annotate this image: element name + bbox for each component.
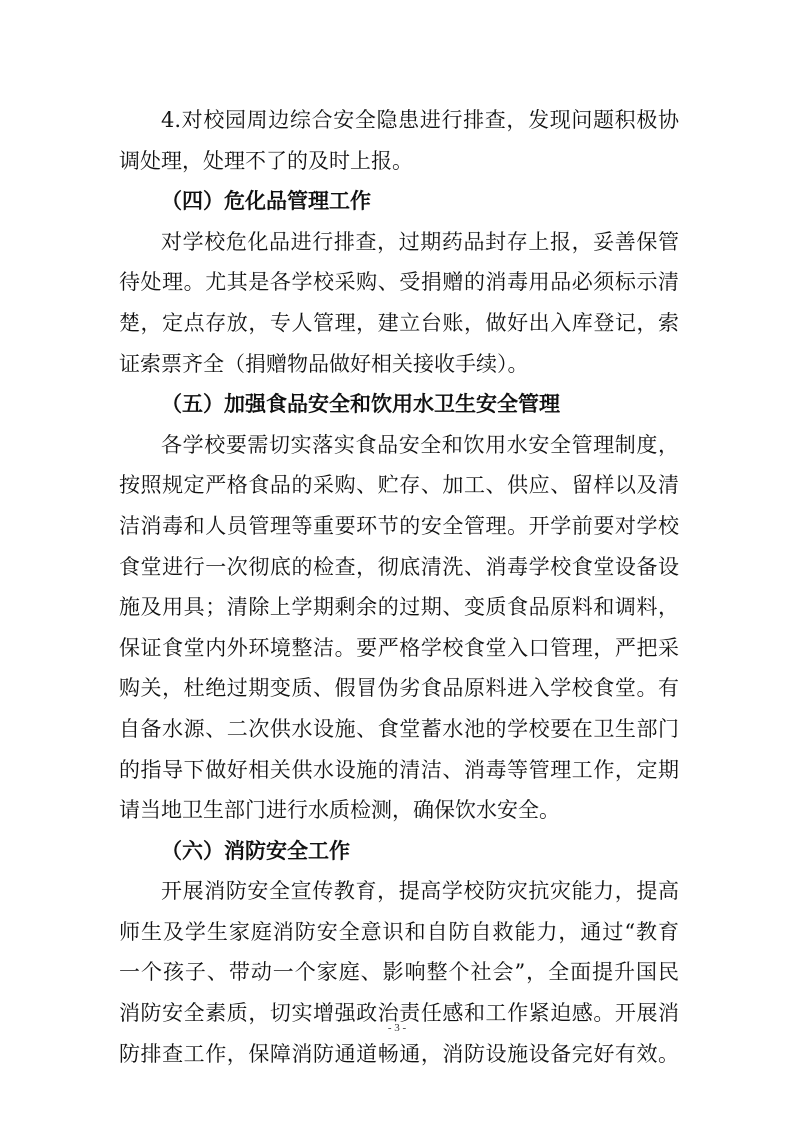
text-line: 消防安全素质，切实增强政治责任感和工作紧迫感。开展消 bbox=[119, 1001, 679, 1026]
paragraph bbox=[119, 425, 679, 831]
text-line: 食堂进行一次彻底的检查，彻底清洗、消毒学校食堂设备设 bbox=[119, 554, 679, 579]
text-line: 证索票齐全（捐赠物品做好相关接收手续）。 bbox=[119, 351, 529, 376]
page-number: - 3 - bbox=[387, 1022, 407, 1034]
paragraph bbox=[119, 871, 679, 1074]
text-line: 楚，定点存放，专人管理，建立台账，做好出入库登记，索 bbox=[119, 310, 679, 335]
text-line: 保证食堂内外环境整洁。要严格学校食堂入口管理，严把采 bbox=[119, 635, 679, 660]
text-line: 开展消防安全宣传教育，提高学校防灾抗灾能力，提高 bbox=[161, 879, 679, 904]
text-line: 洁消毒和人员管理等重要环节的安全管理。开学前要对学校 bbox=[119, 513, 679, 538]
text-line: 施及用具；清除上学期剩余的过期、变质食品原料和调料， bbox=[119, 595, 679, 620]
text-line: 购关，杜绝过期变质、假冒伪劣食品原料进入学校食堂。有 bbox=[119, 676, 679, 701]
text-line: 待处理。尤其是各学校采购、受捐赠的消毒用品必须标示清 bbox=[119, 270, 679, 295]
text-line: 4.对校园周边综合安全隐患进行排查，发现问题积极协 bbox=[161, 108, 679, 132]
text-line: 调处理，处理不了的及时上报。 bbox=[119, 148, 413, 173]
section-heading: （六）消防安全工作 bbox=[161, 838, 350, 863]
section-heading: （五）加强食品安全和饮用水卫生安全管理 bbox=[161, 392, 560, 417]
document-body bbox=[119, 100, 679, 1074]
text-line: 一个孩子、带动一个家庭、影响整个社会”，全面提升国民 bbox=[119, 960, 679, 985]
text-line: 请当地卫生部门进行水质检测，确保饮水安全。 bbox=[119, 798, 560, 823]
text-line: 防排查工作，保障消防通道畅通，消防设施设备完好有效。 bbox=[119, 1041, 679, 1066]
text-line: 按照规定严格食品的采购、贮存、加工、供应、留样以及清 bbox=[119, 473, 679, 498]
text-line: 各学校要需切实落实食品安全和饮用水安全管理制度， bbox=[161, 432, 679, 457]
text-line: 师生及学生家庭消防安全意识和自防自救能力，通过“教育 bbox=[119, 919, 679, 944]
text-line: 对学校危化品进行排查，过期药品封存上报，妥善保管 bbox=[161, 229, 679, 254]
section-heading: （四）危化品管理工作 bbox=[161, 189, 371, 214]
paragraph bbox=[119, 100, 679, 181]
text-line: 的指导下做好相关供水设施的清洁、消毒等管理工作，定期 bbox=[119, 757, 679, 782]
paragraph bbox=[119, 222, 679, 384]
text-line: 自备水源、二次供水设施、食堂蓄水池的学校要在卫生部门 bbox=[119, 716, 679, 741]
